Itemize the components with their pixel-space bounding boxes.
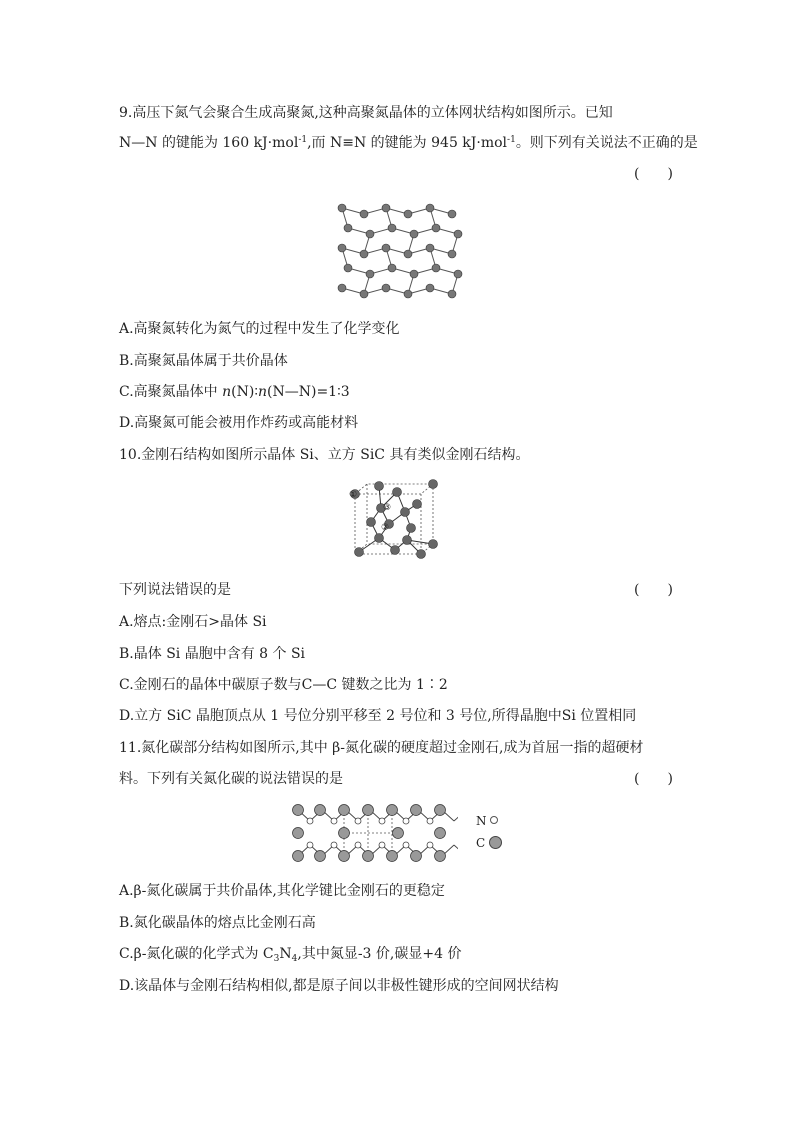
carbon-atom <box>387 805 398 816</box>
q10-option-d: D.立方 SiC 晶胞顶点从 1 号位分别平移至 2 号位和 3 号位,所得晶胞中Si 位置相同 <box>119 708 637 724</box>
carbon-atom <box>387 851 398 862</box>
nitrogen-atom <box>382 244 390 252</box>
nitrogen-atom <box>404 250 412 258</box>
q11-option-a: A.β-氮化碳属于共价晶体,其化学键比金刚石的更稳定 <box>119 883 445 899</box>
carbon-atom <box>293 828 304 839</box>
nitrogen-atom <box>382 284 390 292</box>
carbon-atom <box>293 851 304 862</box>
q9-option-c <box>119 382 350 402</box>
nitrogen-atom <box>360 210 368 218</box>
nitrogen-atom <box>388 264 396 272</box>
nitrogen-atom <box>410 230 418 238</box>
q11-option-c <box>119 944 461 964</box>
nitrogen-atom <box>448 250 456 258</box>
nitrogen-atom <box>403 842 409 848</box>
nitrogen-atom <box>404 290 412 298</box>
q11-c-sub1: 3 <box>273 954 280 964</box>
q9-c-n1: n <box>222 384 232 400</box>
q11-option-d: D.该晶体与金刚石结构相似,都是原子间以非极性键形成的空间网状结构 <box>119 978 559 994</box>
diamond-unit-cell-figure <box>345 478 445 566</box>
nitrogen-atom <box>338 204 346 212</box>
nitrogen-atom <box>388 224 396 232</box>
carbon-atom <box>315 851 326 862</box>
nitrogen-atom <box>307 842 313 848</box>
q10-answer-paren: ( ) <box>634 582 673 598</box>
legend-n-label: N <box>476 814 487 828</box>
q9-stem-line1: 9.高压下氮气会聚合生成高聚氮,这种高聚氮晶体的立体网状结构如图所示。已知 <box>119 105 613 121</box>
nitrogen-atom <box>366 270 374 278</box>
q9-c-post: (N—N)=1∶3 <box>267 384 350 400</box>
q9-text-a: N—N 的键能为 160 kJ·mol <box>119 135 299 151</box>
carbon-atom <box>363 851 374 862</box>
nitrogen-atom <box>427 842 433 848</box>
carbon-atom <box>363 805 374 816</box>
q11-stem-line1: 11.氮化碳部分结构如图所示,其中 β-氮化碳的硬度超过金刚石,成为首屈一指的超硬材 <box>119 740 644 756</box>
nitrogen-atom <box>426 204 434 212</box>
q9-sup1: -1 <box>298 135 308 145</box>
nitrogen-atom <box>344 264 352 272</box>
nitrogen-atom <box>307 818 313 824</box>
nitrogen-atom <box>404 210 412 218</box>
q9-c-mid: (N)∶ <box>231 384 258 400</box>
q10-stem-line2: 下列说法错误的是 <box>119 582 231 598</box>
q11-c-pre: C.β-氮化碳的化学式为 C <box>119 946 274 962</box>
q9-answer-paren: ( ) <box>634 166 673 182</box>
carbon-atom <box>435 805 446 816</box>
legend-c <box>476 836 502 850</box>
c-atom-icon <box>489 836 502 849</box>
c-n-bond <box>454 810 458 821</box>
carbon-nitride-structure-figure <box>288 800 458 866</box>
q11-c-sub2: 4 <box>291 954 298 964</box>
nitrogen-atom <box>366 230 374 238</box>
q9-option-b: B.高聚氮晶体属于共价晶体 <box>119 353 288 369</box>
q9-sup2: -1 <box>507 135 516 145</box>
carbon-atom <box>339 805 350 816</box>
nitrogen-atom <box>448 210 456 218</box>
nitrogen-atom <box>410 270 418 278</box>
q11-stem-line2: 料。下列有关氮化碳的说法错误的是 <box>119 771 343 787</box>
q9-option-a: A.高聚氮转化为氮气的过程中发生了化学变化 <box>119 321 400 337</box>
q10-stem-line1: 10.金刚石结构如图所示晶体 Si、立方 SiC 具有类似金刚石结构。 <box>119 447 530 463</box>
carbon-atom <box>339 851 350 862</box>
nitrogen-atom <box>448 290 456 298</box>
cell-position-label-3: ③ <box>383 503 392 513</box>
n-atom-icon <box>490 816 498 824</box>
cell-position-label-2: ② <box>381 523 390 533</box>
nitrogen-atom <box>331 842 337 848</box>
nitrogen-atom <box>427 818 433 824</box>
nitrogen-atom <box>344 224 352 232</box>
nitrogen-atom <box>379 842 385 848</box>
nitrogen-atom <box>426 244 434 252</box>
nitrogen-atom <box>454 270 462 278</box>
carbon-atom <box>315 805 326 816</box>
q11-answer-paren: ( ) <box>634 771 673 787</box>
nitrogen-atom <box>338 284 346 292</box>
q9-stem-line2 <box>119 133 698 153</box>
carbon-atom <box>339 828 350 839</box>
carbon-atom <box>435 851 446 862</box>
carbon-atom <box>293 805 304 816</box>
c-n-bond <box>454 845 458 856</box>
nitrogen-atom <box>379 818 385 824</box>
q10-option-c: C.金刚石的晶体中碳原子数与C—C 键数之比为 1∶2 <box>119 677 448 693</box>
carbon-atom <box>393 828 404 839</box>
q9-text-c: 。则下列有关说法不正确的是 <box>515 135 698 151</box>
nitrogen-atom <box>432 264 440 272</box>
carbon-atom <box>411 851 422 862</box>
q11-c-mid: N <box>279 946 292 962</box>
carbon-atom <box>411 805 422 816</box>
nitrogen-atom <box>338 244 346 252</box>
q11-c-post: ,其中氮显-3 价,碳显+4 价 <box>297 946 462 962</box>
legend-n <box>476 814 498 828</box>
nitrogen-atom <box>454 230 462 238</box>
nitrogen-atom <box>355 818 361 824</box>
polymeric-nitrogen-structure-figure <box>330 190 465 308</box>
q9-c-pre: C.高聚氮晶体中 <box>119 384 223 400</box>
nitrogen-atom <box>355 842 361 848</box>
q10-option-b: B.晶体 Si 晶胞中含有 8 个 Si <box>119 646 306 662</box>
carbon-atom <box>435 828 446 839</box>
cell-position-label-1: ① <box>349 490 358 500</box>
legend-c-label: C <box>476 836 486 850</box>
nitrogen-atom <box>360 290 368 298</box>
q9-c-n2: n <box>257 384 268 400</box>
q9-text-b: ,而 N≡N 的键能为 945 kJ·mol <box>307 135 508 151</box>
q10-option-a: A.熔点:金刚石>晶体 Si <box>119 614 267 630</box>
nitrogen-atom <box>426 284 434 292</box>
q11-option-b: B.氮化碳晶体的熔点比金刚石高 <box>119 915 316 931</box>
nitrogen-atom <box>403 818 409 824</box>
nitrogen-atom <box>360 250 368 258</box>
q9-option-d: D.高聚氮可能会被用作炸药或高能材料 <box>119 415 359 431</box>
nitrogen-atom <box>432 224 440 232</box>
nitrogen-atom <box>382 204 390 212</box>
nitrogen-atom <box>331 818 337 824</box>
